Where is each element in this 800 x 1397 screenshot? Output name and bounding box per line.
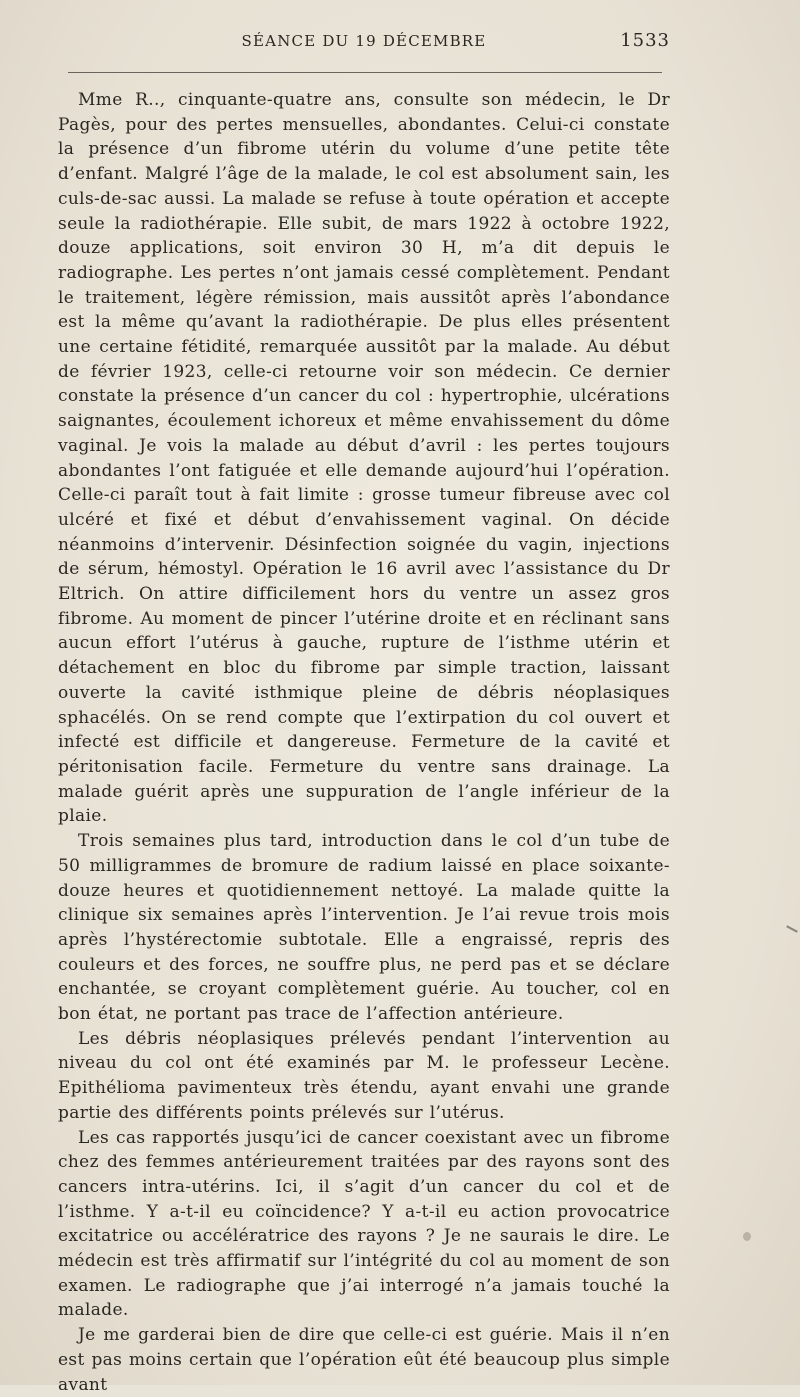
paragraph-discussion: Les cas rapportés jusqu’ici de cancer coexistant avec un fibrome chez des femmes antérieurement traitées par des rayons sont des cancers intra-utérins. Ici, il s’agit d’un cancer du col et de l’isthme. Y a-t-il eu coïncidence? Y a-t-il eu action provocatrice excitatrice ou accélératrice des rayons ? Je ne saurais le dire. Le médecin est très affirmatif sur l’intégrité du col au moment de son examen. Le radiographe que j’ai interrogé n’a jamais touché la malade. (58, 1127, 670, 1321)
paragraph-radium-followup: Trois semaines plus tard, introduction dans le col d’un tube de 50 milligrammes de bromure de radium laissé en place soixante-douze heures et quotidiennement nettoyé. La malade quitte la clinique six semaines après l’intervention. Je l’ai revue trois mois après l’hystérectomie subtotale. Elle a engraissé, repris des couleurs et des forces, ne souffre plus, ne perd pas et se déclare enchantée, se croyant complètement guérie. Au toucher, col en bon état, ne portant pas trace de l’affection antérieure. (58, 831, 670, 1025)
running-title: SÉANCE DU 19 DÉCEMBRE (241, 32, 487, 50)
body-text (58, 88, 670, 1397)
paragraph-histology: Les débris néoplasiques prélevés pendant l’intervention au niveau du col ont été examinés par M. le professeur Lecène. Epithélioma pavimenteux très étendu, ayant envahi une grande partie des différents points prélevés sur l’utérus. (58, 1028, 670, 1123)
header-rule (68, 72, 662, 73)
page-number: 1533 (620, 30, 670, 51)
paragraph-conclusion: Je me garderai bien de dire que celle-ci est guérie. Mais il n’en est pas moins certain que l’opération eût été beaucoup plus simple avant (58, 1325, 670, 1395)
page-header (58, 30, 670, 56)
paragraph-case-report: Mme R.., cinquante-quatre ans, consulte son médecin, le Dr Pagès, pour des pertes mensuelles, abondantes. Celui-ci constate la présence d’un fibrome utérin du volume d’une petite tête d’enfant. Malgré l’âge de la malade, le col est absolument sain, les culs-de-sac aussi. La malade se refuse à toute opération et accepte seule la radiothérapie. Elle subit, de mars 1922 à octobre 1922, douze applications, soit environ 30 H, m’a dit depuis le radiographe. Les pertes n’ont jamais cessé complètement. Pendant le traitement, légère rémission, mais aussitôt après l’abondance est la même qu’avant la radiothérapie. De plus elles présentent une certaine fétidité, remarquée aussitôt par la malade. Au début de février 1923, celle-ci retourne voir son médecin. Ce dernier constate la présence d’un cancer du col : hypertrophie, ulcérations saignantes, écoulement ichoreux et même envahissement du dôme vaginal. Je vois la malade au début d’avril : les pertes toujours abondantes l’ont fatiguée et elle demande aujourd’hui l’opération. Celle-ci paraît tout à fait limite : grosse tumeur fibreuse avec col ulcéré et fixé et début d’envahissement vaginal. On décide néanmoins d’intervenir. Désinfection soignée du vagin, injections de sérum, hémostyl. Opération le 16 avril avec l’assistance du Dr Eltrich. On attire difficilement hors du ventre un assez gros fibrome. Au moment de pincer l’utérine droite et en réclinant sans aucun effort l’utérus à gauche, rupture de l’isthme utérin et détachement en bloc du fibrome par simple traction, laissant ouverte la cavité isthmique pleine de débris néoplasiques sphacélés. On se rend compte que l’extirpation du col ouvert et infecté est difficile et dangereuse. Fermeture de la cavité et péritonisation facile. Fermeture du ventre sans drainage. La malade guérit après une suppuration de l’angle inférieur de la plaie. (58, 90, 670, 827)
paper-stain (743, 1232, 751, 1241)
edge-mark (786, 925, 798, 932)
